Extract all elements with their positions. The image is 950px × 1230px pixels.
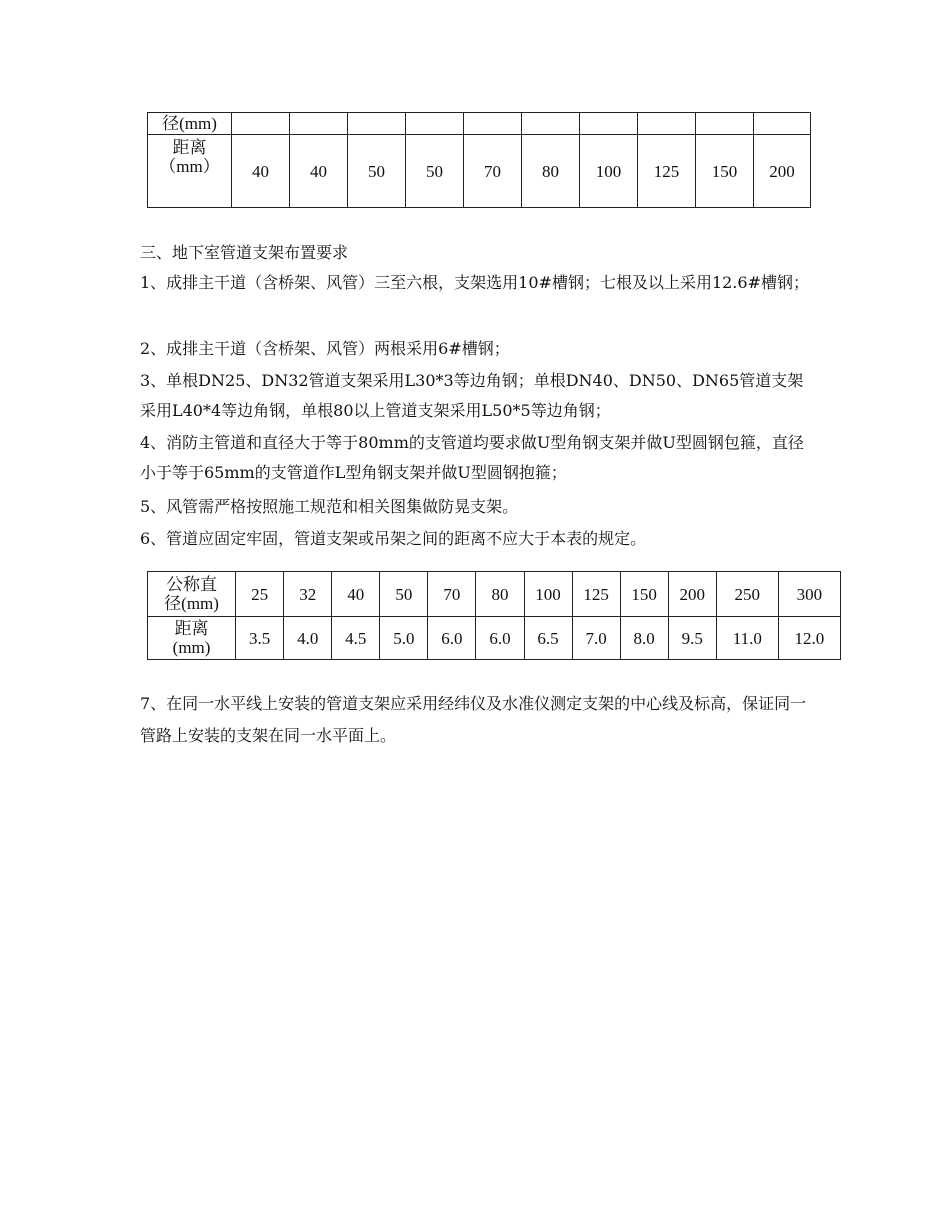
table-cell [580,113,638,135]
header-line: 距离 [172,138,207,157]
table-cell: 300 [778,572,840,617]
table-cell: 50 [406,135,464,208]
requirement-item-4: 4、消防主管道和直径大于等于80mm的支管道均要求做U型角钢支架并做U型圆钢包箍，直径小于等于65mm的支管道作L型角钢支架并做U型圆钢抱箍； [140,433,804,482]
table-row [148,572,841,617]
table-cell: 200 [668,572,716,617]
requirement-item-6: 6、管道应固定牢固，管道支架或吊架之间的距离不应大于本表的规定。 [140,529,647,548]
header-line: 距离 [174,619,209,638]
table-cell [464,113,522,135]
table-cell: 125 [572,572,620,617]
table-cell: 70 [428,572,476,617]
support-spacing-table [147,571,841,660]
table-cell: 125 [638,135,696,208]
table-cell: 5.0 [380,617,428,660]
requirement-item-5: 5、风管需严格按照施工规范和相关图集做防晃支架。 [140,497,519,516]
table-cell: 80 [522,135,580,208]
table-cell: 70 [464,135,522,208]
table-cell: 40 [332,572,380,617]
table-cell: 200 [754,135,811,208]
table-cell [754,113,811,135]
row-header-distance [148,617,236,660]
table-cell: 25 [236,572,284,617]
table-cell: 4.5 [332,617,380,660]
table-cell: 9.5 [668,617,716,660]
table-cell: 11.0 [716,617,778,660]
table-cell: 7.0 [572,617,620,660]
table-cell: 6.5 [524,617,572,660]
header-line: 径(mm) [164,594,219,613]
table-cell: 250 [716,572,778,617]
table-cell: 40 [232,135,290,208]
table-row [148,617,841,660]
table-cell [290,113,348,135]
table-cell [696,113,754,135]
section-heading: 三、地下室管道支架布置要求 [140,243,349,262]
header-line: 公称直 [166,575,218,594]
table-cell: 40 [290,135,348,208]
table-cell [406,113,464,135]
requirement-item-1: 1、成排主干道（含桥架、风管）三至六根，支架选用10#槽钢；七根及以上采用12.6#槽钢； [140,273,809,292]
table-row [148,113,811,135]
table-cell: 4.0 [284,617,332,660]
table-cell: 150 [696,135,754,208]
requirement-item-7: 7、在同一水平线上安装的管道支架应采用经纬仪及水准仪测定支架的中心线及标高，保证同一管路上安装的支架在同一水平面上。 [140,694,807,745]
table-cell: 6.0 [476,617,524,660]
header-line: （mm） [159,157,220,176]
table-cell: 12.0 [778,617,840,660]
table-cell: 50 [380,572,428,617]
table-cell: 8.0 [620,617,668,660]
row-header-diameter: 径(mm) [148,113,232,135]
support-spacing-table-continued [147,112,811,208]
table-cell: 6.0 [428,617,476,660]
table-cell [232,113,290,135]
table-cell [522,113,580,135]
row-header-distance [148,135,232,208]
table-cell: 100 [580,135,638,208]
table-cell: 150 [620,572,668,617]
requirement-item-2: 2、成排主干道（含桥架、风管）两根采用6#槽钢； [140,339,510,358]
table-cell: 50 [348,135,406,208]
table-row [148,135,811,208]
table-cell: 100 [524,572,572,617]
table-cell: 3.5 [236,617,284,660]
table-cell [638,113,696,135]
table-cell: 80 [476,572,524,617]
table-cell [348,113,406,135]
table-cell: 32 [284,572,332,617]
requirement-item-3: 3、单根DN25、DN32管道支架采用L30*3等边角钢；单根DN40、DN50、DN65管道支架采用L40*4等边角钢，单根80以上管道支架采用L50*5等边角钢； [140,371,804,420]
header-line: (mm) [172,638,211,657]
row-header-nominal-diameter [148,572,236,617]
